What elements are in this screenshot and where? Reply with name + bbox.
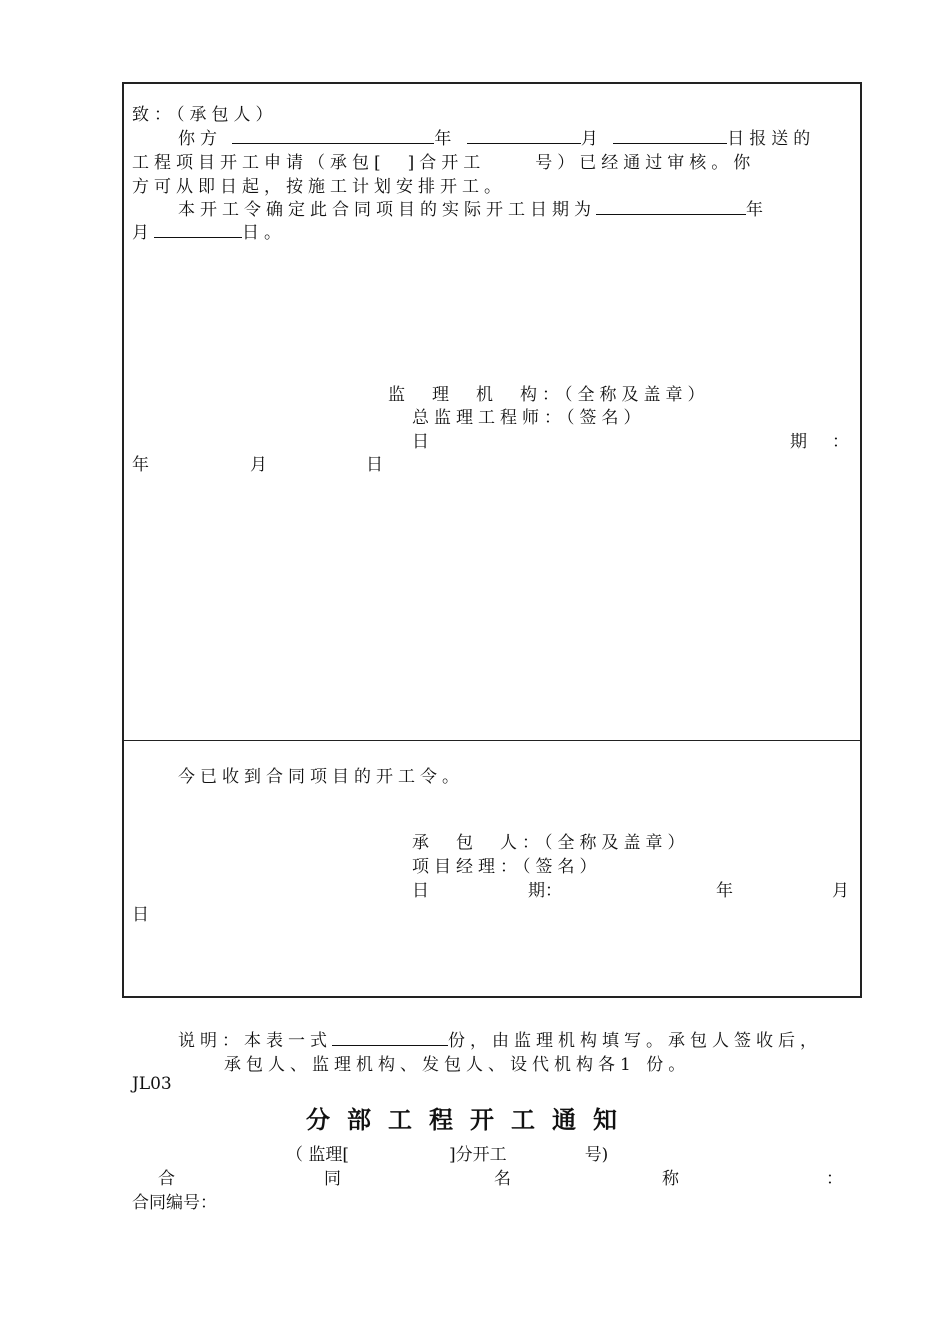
contract-name-char-3: 名 xyxy=(494,1169,511,1189)
blank-year[interactable] xyxy=(232,129,434,144)
receipt-year: 年 xyxy=(716,881,733,901)
contract-name-char-4: 称 xyxy=(662,1169,679,1189)
note-copies-rest: 份，由监理机构填写。承包人签收后， xyxy=(448,1031,822,1051)
subtitle-number: 号) xyxy=(584,1145,609,1165)
note-copies-label: 说明：本表一式 xyxy=(178,1031,332,1051)
paragraph-line-3: 方可从即日起，按施工计划安排开工。 xyxy=(132,177,506,197)
contractor-line: 承 包 人：（全称及盖章） xyxy=(412,833,690,853)
project-manager-line: 项目经理：（签名） xyxy=(412,857,602,877)
actual-start-text: 本开工令确定此合同项目的实际开工日期为 xyxy=(178,200,596,220)
subtitle-supervise: （ 监理[ xyxy=(286,1145,350,1165)
contract-name-char-1: 合 xyxy=(158,1169,175,1189)
subtitle-start: ]分开工 xyxy=(449,1145,507,1165)
start-day-label: 日。 xyxy=(242,223,286,243)
start-year-label: 年 xyxy=(746,200,768,220)
blank-start-day[interactable] xyxy=(154,223,242,238)
receipt-day: 日 xyxy=(132,905,149,925)
sign-day: 日 xyxy=(366,455,383,475)
start-month-label: 月 xyxy=(132,223,154,243)
paragraph-line-5 xyxy=(132,218,286,243)
contract-name-char-2: 同 xyxy=(324,1169,341,1189)
paragraph-line-4 xyxy=(178,195,768,220)
submitted-label: 日报送的 xyxy=(727,129,816,149)
contract-name-colon: ： xyxy=(826,1169,843,1189)
section-divider xyxy=(122,740,862,741)
sign-date-label-2: 期 ： xyxy=(790,432,853,452)
blank-copies[interactable] xyxy=(332,1031,448,1046)
approved-text: 号）已经通过审核。你 xyxy=(535,153,756,173)
supervisor-org: 监 理 机 构：（全称及盖章） xyxy=(388,385,710,405)
sign-month: 月 xyxy=(250,455,267,475)
sign-date-label: 日 xyxy=(412,432,429,452)
blank-month[interactable] xyxy=(467,129,581,144)
form-code: JL03 xyxy=(132,1074,172,1094)
contract-number: 合同编号： xyxy=(132,1193,217,1213)
blank-day[interactable] xyxy=(613,129,727,144)
form-subtitle xyxy=(286,1140,608,1165)
receipt-date-a: 日 xyxy=(412,881,429,901)
paragraph-line-2 xyxy=(132,148,755,173)
contract-start-text: ]合开工 xyxy=(407,153,486,173)
paragraph-line-1 xyxy=(178,124,815,149)
form-title: 分部工程开工通知 xyxy=(306,1105,634,1134)
blank-start-year[interactable] xyxy=(596,200,746,215)
you-label: 你方 xyxy=(178,129,222,149)
year-label: 年 xyxy=(434,129,457,149)
note-line-1 xyxy=(178,1026,822,1051)
application-text: 工程项目开工申请（承包[ xyxy=(132,153,386,173)
month-label: 月 xyxy=(580,129,603,149)
receipt-date-b: 期： xyxy=(528,881,562,901)
receipt-text: 今已收到合同项目的开工令。 xyxy=(178,767,464,787)
chief-engineer: 总监理工程师：（签名） xyxy=(412,408,646,428)
to-line: 致：（承包人） xyxy=(132,105,278,125)
note-line-2: 承包人、监理机构、发包人、设代机构各1 份。 xyxy=(224,1055,691,1075)
sign-year: 年 xyxy=(132,455,149,475)
receipt-month: 月 xyxy=(832,881,849,901)
